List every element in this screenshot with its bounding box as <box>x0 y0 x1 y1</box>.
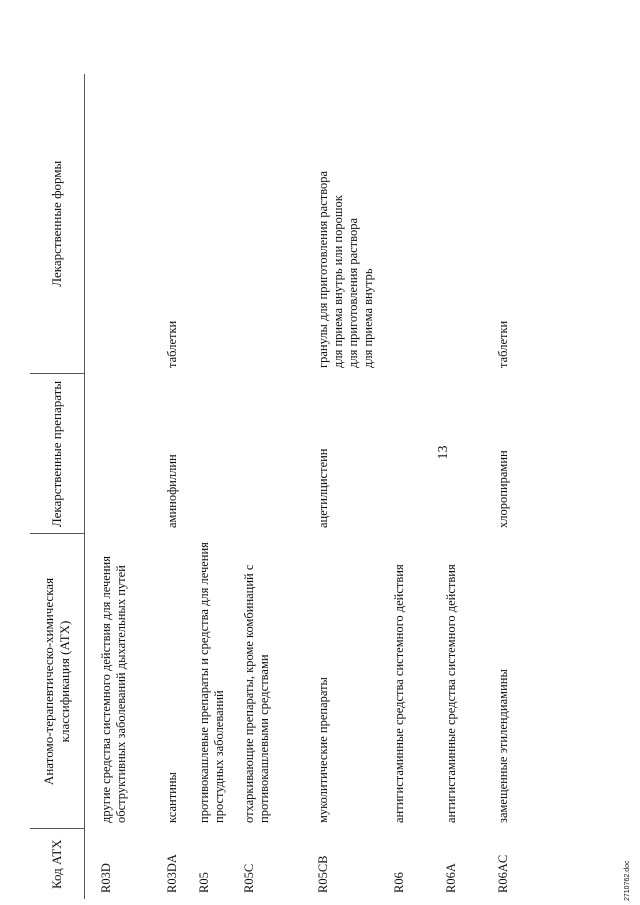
header-preparations: Лекарственные препараты <box>30 374 85 534</box>
cell-classification: другие средства системного действия для лечения обструктивных заболеваний дыхательных путей <box>99 556 128 823</box>
cell-code: R06AC <box>496 854 510 893</box>
table-row <box>195 74 237 899</box>
table-row <box>85 74 152 899</box>
table-row <box>302 74 392 899</box>
cell-preparation <box>237 374 302 534</box>
table-row <box>486 74 536 899</box>
cell-forms <box>195 74 237 374</box>
page-number: 13 <box>436 445 451 460</box>
cell-code: R06 <box>392 872 406 893</box>
table-row <box>151 74 195 899</box>
cell-forms: гранулы для приготовления раствора для приема внутрь или порошок для приготовления раствора для приема внутрь <box>316 170 375 368</box>
cell-code: R03D <box>99 863 113 893</box>
footer-filename: 2710762.doc <box>624 860 631 901</box>
cell-classification: антигистаминные средства системного действия <box>444 564 458 823</box>
cell-classification: отхаркивающие препараты, кроме комбинаций с противокашлевыми средствами <box>242 564 271 823</box>
header-code: Код АТХ <box>49 839 64 890</box>
cell-classification: противокашлевые препараты и средства для лечения простудных заболеваний <box>197 542 226 823</box>
cell-forms: таблетки <box>165 320 179 368</box>
cell-forms: таблетки <box>496 320 510 368</box>
cell-classification: муколитические препараты <box>316 677 330 823</box>
header-classification: Анатомо-терапевтическо-химическая классификация (АТХ) <box>30 534 85 829</box>
cell-code: R05CB <box>316 855 330 893</box>
cell-classification: замещенные этилендиамины <box>496 669 510 823</box>
atc-drug-table <box>30 74 536 899</box>
cell-code: R06A <box>444 863 458 893</box>
table-header-row <box>30 74 85 899</box>
header-forms: Лекарственные формы <box>30 74 85 374</box>
cell-forms <box>237 74 302 374</box>
cell-preparation: ацетилцистеин <box>316 448 330 528</box>
cell-code: R05C <box>242 863 256 893</box>
cell-forms <box>85 74 152 374</box>
cell-preparation: аминофиллин <box>165 454 179 528</box>
cell-preparation: хлоропирамин <box>496 450 510 528</box>
cell-preparation <box>392 374 432 534</box>
table-row <box>237 74 302 899</box>
cell-classification: ксантины <box>165 772 179 823</box>
cell-preparation <box>195 374 237 534</box>
cell-code: R03DA <box>165 854 179 893</box>
table-row <box>392 74 432 899</box>
cell-classification: антигистаминные средства системного действия <box>392 564 406 823</box>
cell-preparation <box>85 374 152 534</box>
cell-code: R05 <box>197 872 211 893</box>
cell-forms <box>392 74 432 374</box>
